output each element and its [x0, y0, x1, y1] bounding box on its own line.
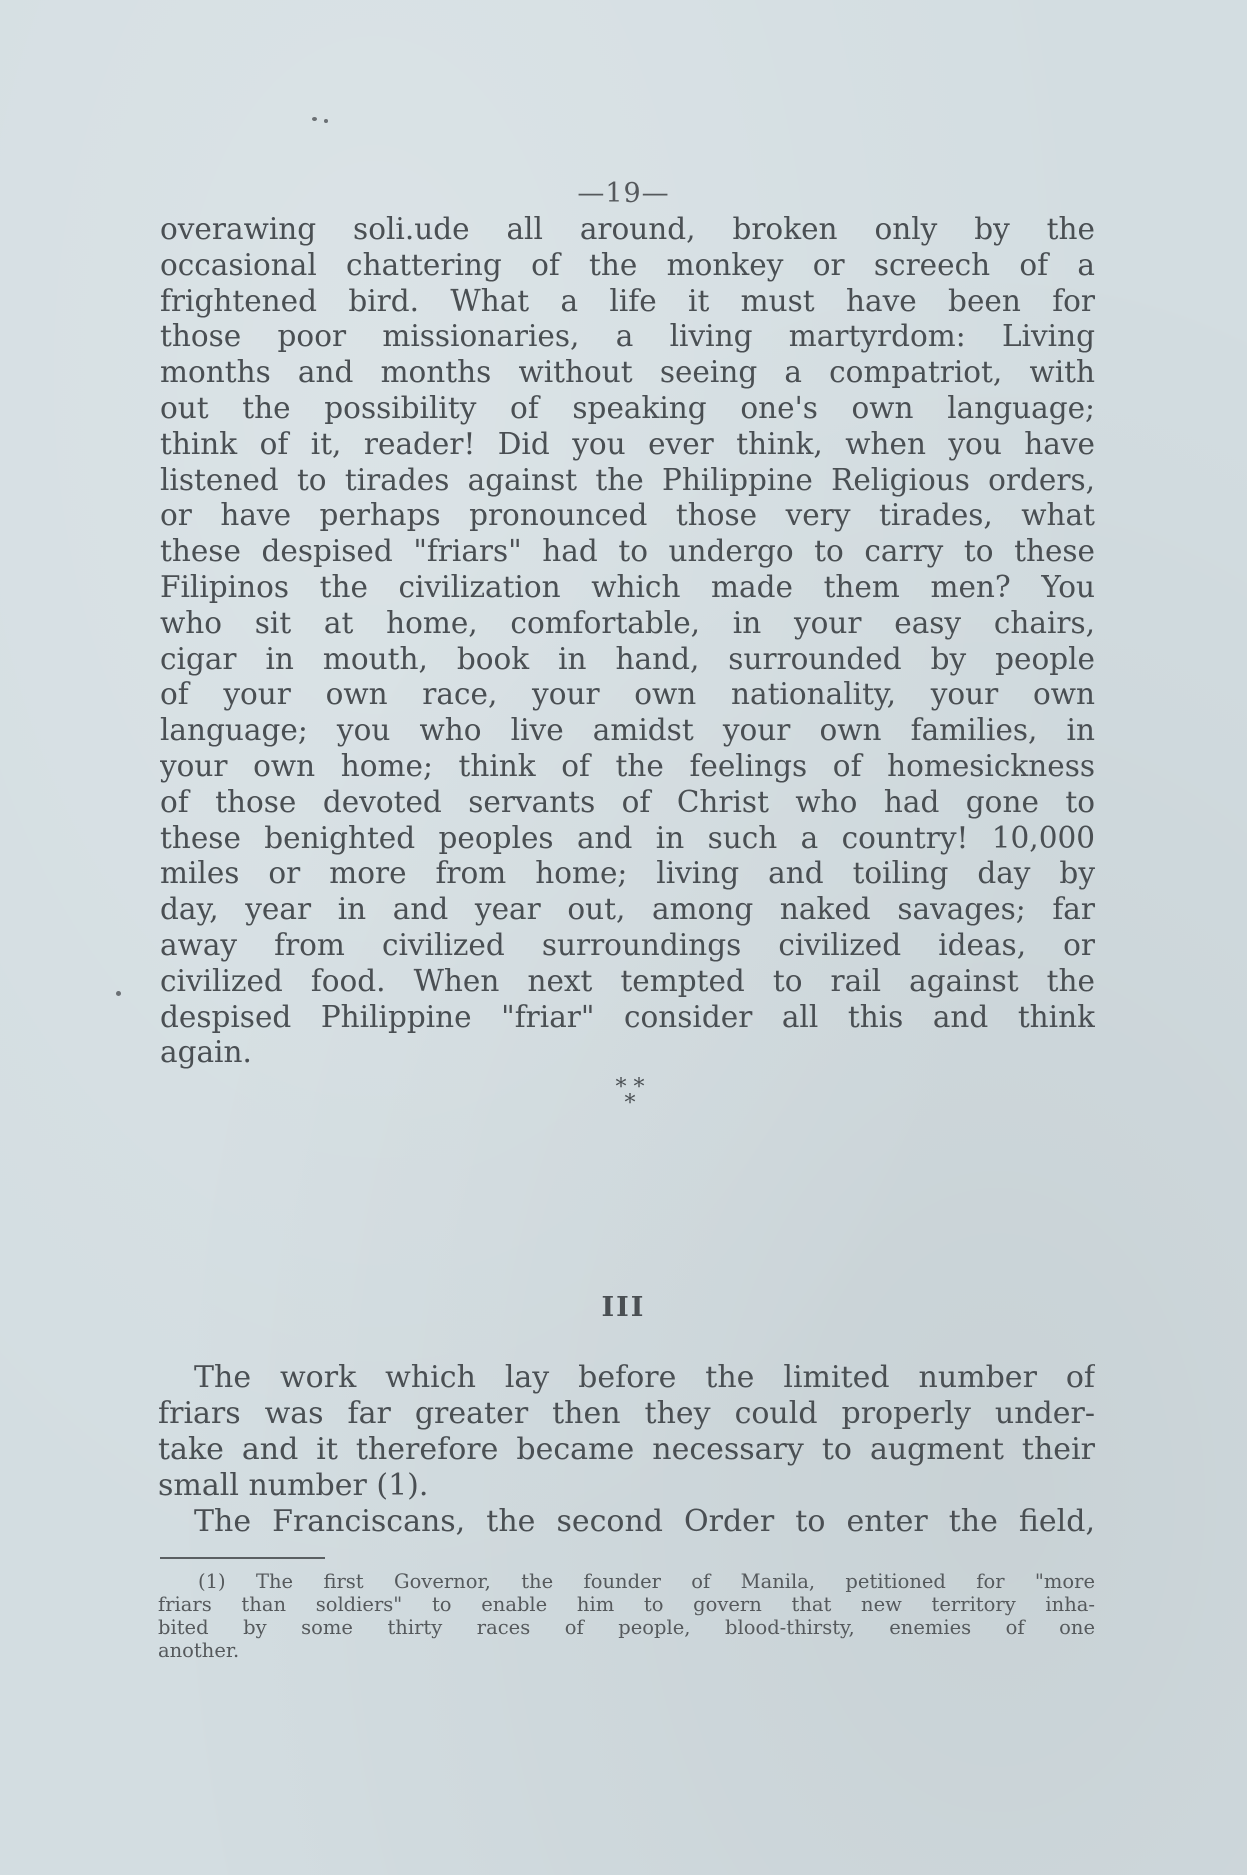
section-separator: * * * [615, 1075, 645, 1116]
text-line: language; you who live amidst your own families, in [160, 713, 1095, 748]
text-line: civilized food. When next tempted to rail against the [160, 963, 1095, 998]
text-line: cigar in mouth, book in hand, surrounded by people [160, 641, 1095, 676]
footnote-line: bited by some thirty races of people, blood-thirsty, enemies of one [158, 1616, 1095, 1639]
text-line: frightened bird. What a life it must have been for [160, 283, 1095, 318]
text-line: out the possibility of speaking one's own language; [160, 390, 1095, 425]
text-line: those poor missionaries, a living martyrdom: Living [160, 319, 1095, 354]
text-line: or have perhaps pronounced those very tirades, what [160, 498, 1095, 533]
print-speck [324, 119, 328, 123]
text-line: small number (1). [158, 1468, 429, 1503]
print-speck [116, 991, 121, 996]
text-line: despised Philippine "friar" consider all this and think [160, 999, 1095, 1034]
text-line: listened to tirades against the Philippine Religious orders, [160, 462, 1095, 497]
footnote-divider [160, 1557, 325, 1559]
text-line: these despised "friars" had to undergo to carry to these [160, 534, 1095, 569]
text-line: The Franciscans, the second Order to enter the field, [194, 1504, 1095, 1539]
text-line: of your own race, your own nationality, your own [160, 677, 1095, 712]
text-line: The work which lay before the limited number of [194, 1360, 1095, 1395]
text-line: occasional chattering of the monkey or screech of a [160, 247, 1095, 282]
footnote [158, 1570, 1095, 1662]
text-line: these benighted peoples and in such a country! 10,000 [160, 820, 1095, 855]
text-line: of those devoted servants of Christ who had gone to [160, 784, 1095, 819]
print-speck [312, 117, 317, 121]
page-number: —19— [577, 178, 670, 209]
text-line: your own home; think of the feelings of homesickness [160, 748, 1095, 783]
text-line: overawing soli.ude all around, broken only by the [160, 212, 1095, 246]
footnote-line: (1) The first Governor, the founder of Manila, petitioned for "more [198, 1570, 1095, 1593]
text-line: again. [160, 1035, 252, 1070]
footnote-line: another. [158, 1639, 240, 1662]
footnote-line: friars than soldiers" to enable him to govern that new territory inha- [158, 1593, 1095, 1616]
section-paragraph [158, 1360, 1095, 1540]
body-paragraph [160, 212, 1095, 1071]
text-line: miles or more from home; living and toiling day by [160, 856, 1095, 891]
text-line: away from civilized surroundings civilized ideas, or [160, 927, 1095, 962]
text-line: take and it therefore became necessary to augment their [158, 1432, 1095, 1467]
text-line: think of it, reader! Did you ever think, when you have [160, 426, 1095, 461]
text-line: who sit at home, comfortable, in your easy chairs, [160, 605, 1095, 640]
text-line: friars was far greater then they could properly under- [158, 1396, 1095, 1431]
section-heading: III [601, 1292, 646, 1323]
text-line: months and months without seeing a compatriot, with [160, 355, 1095, 390]
text-line: Filipinos the civilization which made them men? You [160, 569, 1095, 604]
text-line: day, year in and year out, among naked savages; far [160, 892, 1095, 927]
